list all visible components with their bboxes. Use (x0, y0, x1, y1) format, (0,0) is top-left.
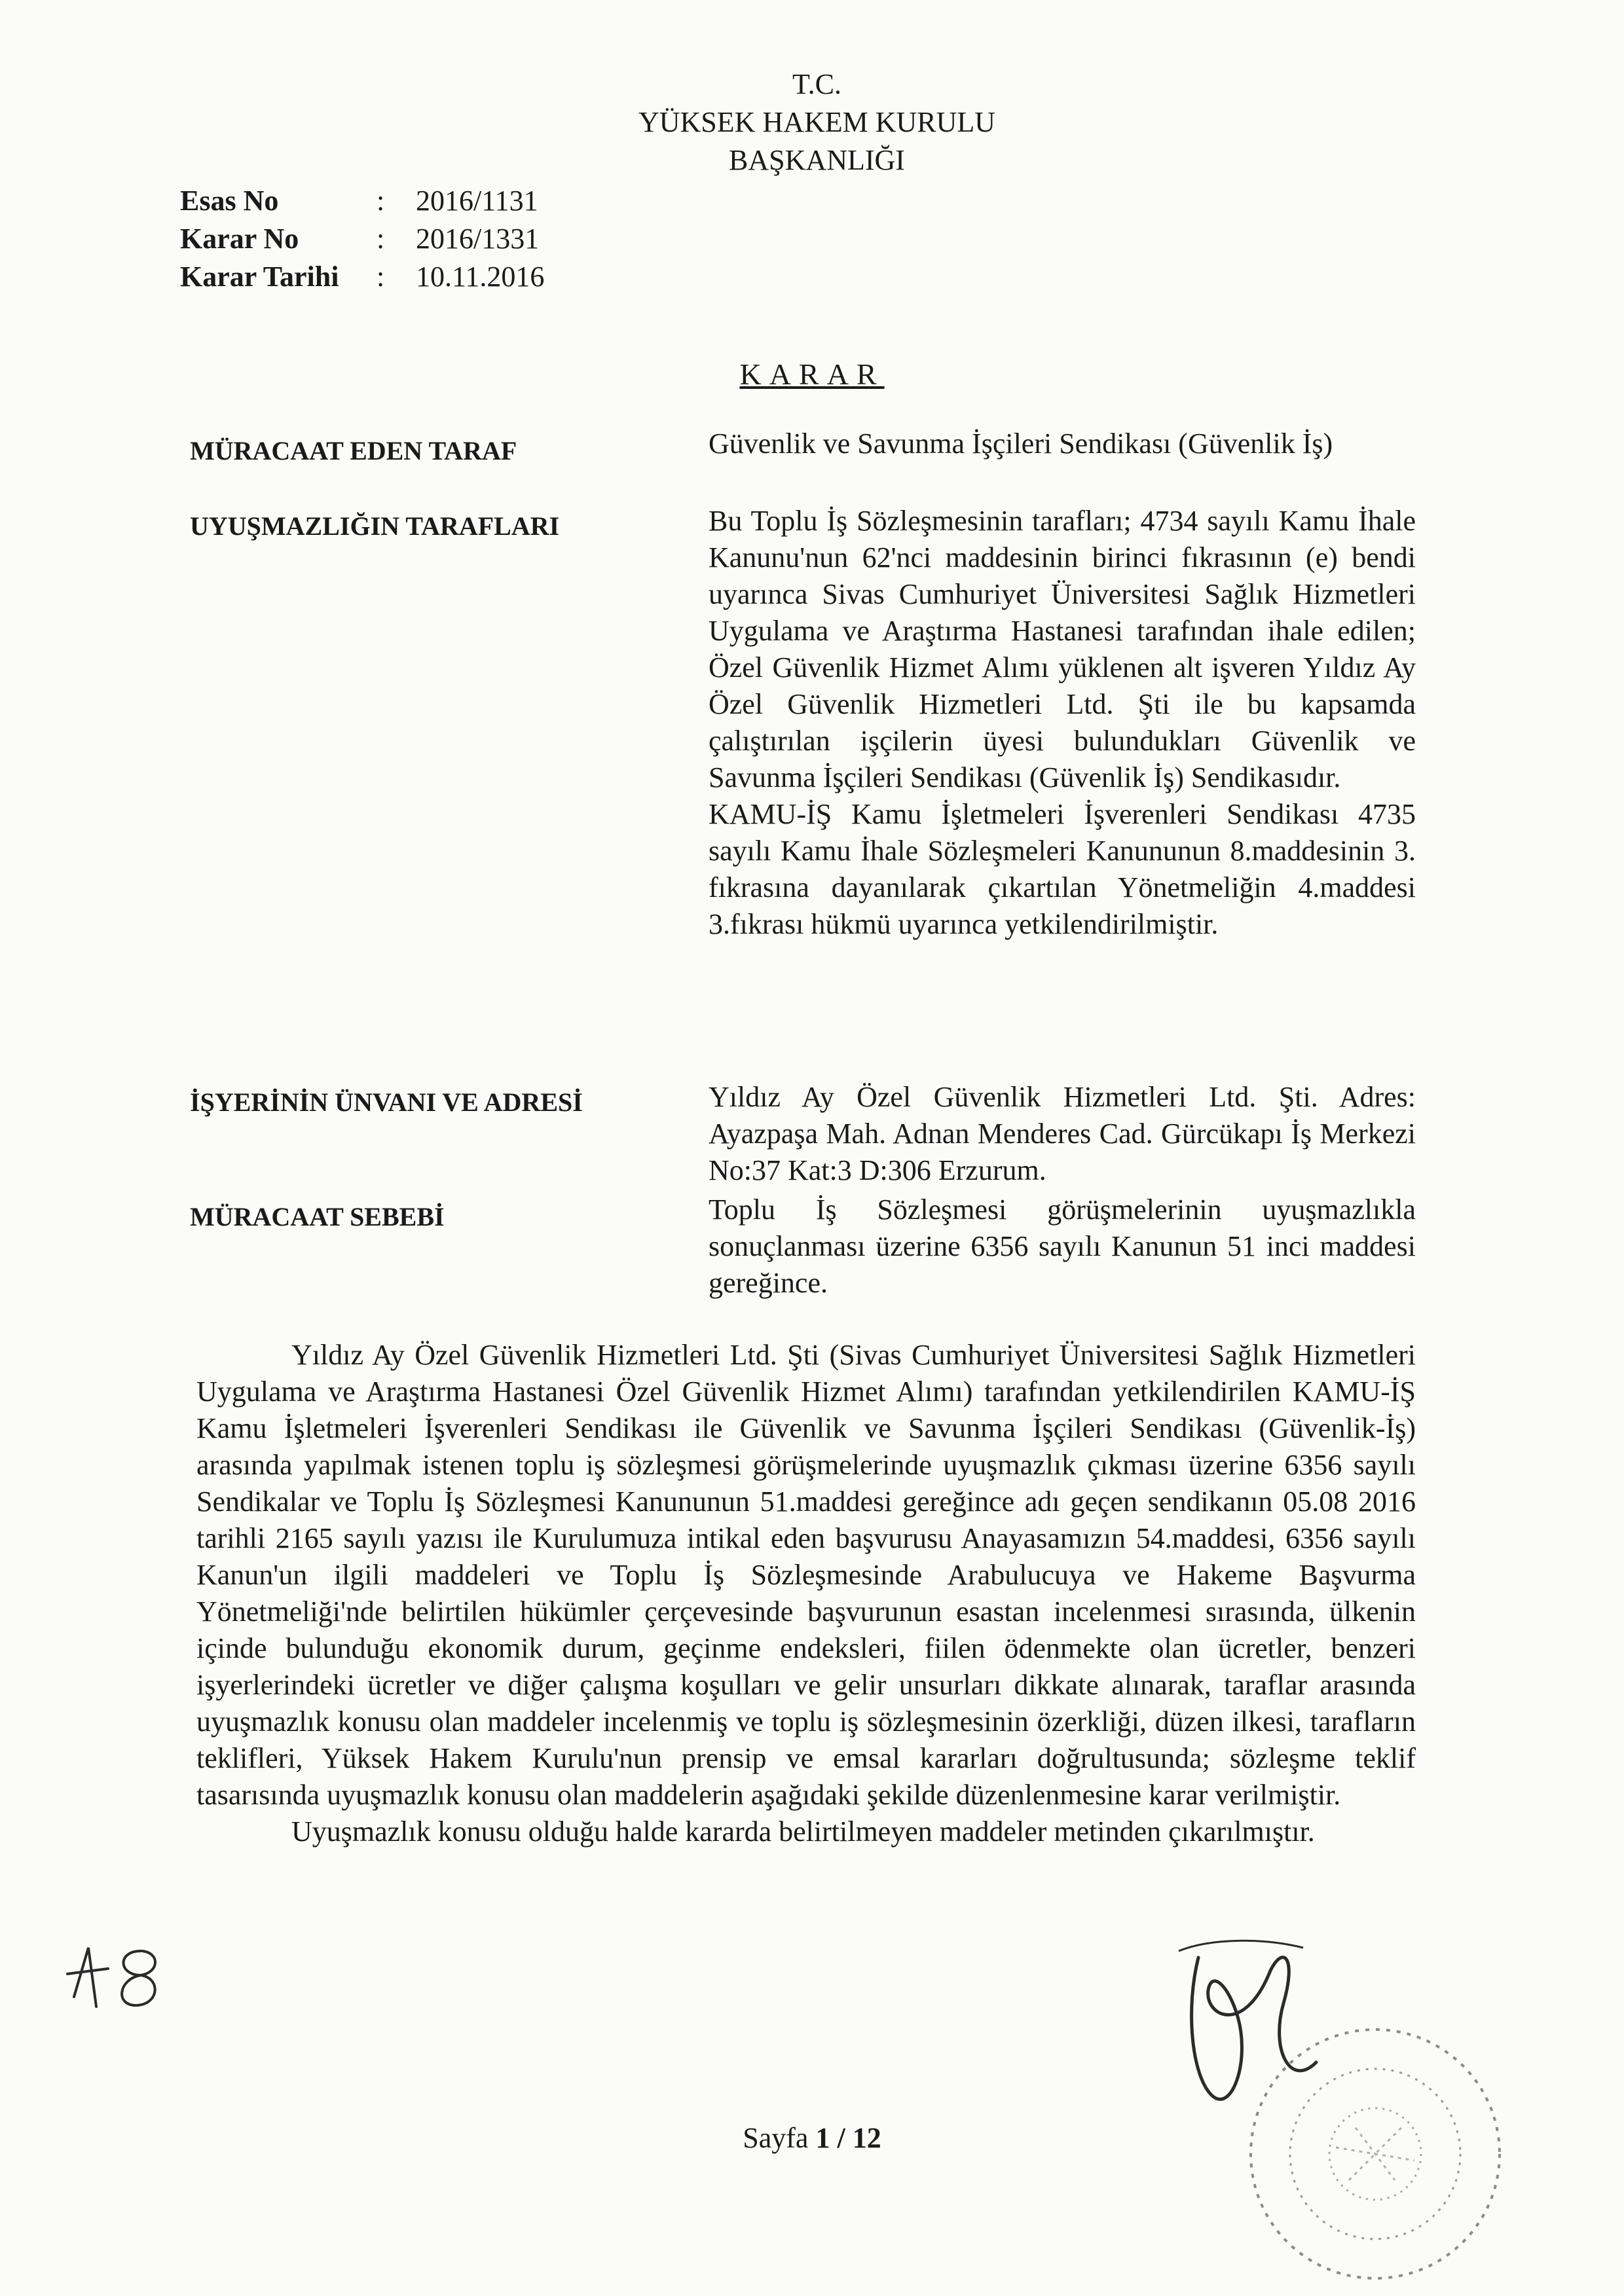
body-paragraph-2: Uyuşmazlık konusu olduğu halde kararda belirtilmeyen maddeler metinden çıkarılmıştır. (291, 1815, 1315, 1848)
document-header (0, 65, 1624, 179)
meta-row-esas (180, 182, 544, 220)
meta-value: 2016/1131 (416, 185, 538, 217)
header-line-tc: T.C. (792, 68, 841, 100)
page-number: 1 / 12 (815, 2122, 881, 2154)
document-title: KARAR (739, 357, 885, 391)
meta-row-karar (180, 220, 544, 258)
body-paragraph-1: Yıldız Ay Özel Güvenlik Hizmetleri Ltd. Şti (Sivas Cumhuriyet Üniversitesi Sağlık Hizmetleri Uygulama ve Araştırma Hastanesi Özel Güvenlik Hizmet Alımı) tarafından yetkilendirilen KAMU-İŞ Kamu İşletmeleri İşverenleri Sendikası ile Güvenlik ve Savunma İşçileri Sendikası (Güvenlik-İş) arasında yapılmak istenen toplu iş sözleşmesi görüşmelerinde uyuşmazlık çıkması üzerine 6356 sayılı Sendikalar ve Toplu İş Sözleşmesi Kanununun 51.maddesi gereğince adı geçen sendikanın 05.08 2016 tarihli 2165 sayılı yazısı ile Kurulumuza intikal eden başvurusu Anayasamızın 54.maddesi, 6356 sayılı Kanun'un ilgili maddeleri ve Toplu İş Sözleşmesinde Arabulucuya ve Hakeme Başvurma Yönetmeliği'nde belirtilen hükümler çerçevesinde başvurunun esastan incelenmesi sırasında, ülkenin içinde bulunduğu ekonomik durum, geçinme endeksleri, fiilen ödenmekte olan ücretler, benzeri işyerlerindeki ücretler ve diğer çalışma koşulları ve gelir unsurları dikkate alınarak, taraflar arasında uyuşmazlık konusu olan maddeler incelenmiş ve toplu iş sözleşmesinin özerkliği, düzen ilkesi, tarafların teklifleri, Yüksek Hakem Kurulu'nun prensip ve emsal kararları doğrultusunda; sözleşme teklif tasarısında uyuşmazlık konusu olan maddelerin aşağıdaki şekilde düzenlenmesine karar verilmiştir. (196, 1339, 1416, 1811)
value-reason: Toplu İş Sözleşmesi görüşmelerinin uyuşmazlıkla sonuçlanması üzerine 6356 sayılı Kanunun 51 inci maddesi gereğince. (709, 1194, 1416, 1299)
meta-colon: : (377, 185, 385, 217)
meta-label: Karar Tarihi (180, 261, 339, 293)
label-applicant: MÜRACAAT EDEN TARAF (190, 436, 517, 465)
label-workplace: İŞYERİNİN ÜNVANI VE ADRESİ (190, 1087, 583, 1117)
page-label: Sayfa (743, 2122, 816, 2154)
header-line-institution: YÜKSEK HAKEM KURULU (638, 106, 996, 138)
value-parties-p2: KAMU-İŞ Kamu İşletmeleri İşverenleri Sendikası 4735 sayılı Kamu İhale Sözleşmeleri Kanununun 8.maddesinin 3. fıkrasına dayanılarak çıkartılan Yönetmeliğin 4.maddesi 3.fıkrası hükmü uyarınca yetkilendirilmiştir. (709, 798, 1416, 940)
handwritten-page-note (62, 1935, 180, 2023)
header-line-presidency: BAŞKANLIĞI (729, 144, 905, 176)
label-parties: UYUŞMAZLIĞIN TARAFLARI (190, 511, 560, 541)
decision-body (196, 1337, 1416, 1850)
meta-label: Karar No (180, 223, 299, 255)
value-applicant: Güvenlik ve Savunma İşçileri Sendikası (Güvenlik İş) (709, 428, 1333, 460)
value-parties (709, 503, 1416, 943)
meta-label: Esas No (180, 185, 279, 217)
meta-colon: : (377, 223, 385, 255)
page-footer (0, 2121, 1624, 2155)
label-reason: MÜRACAAT SEBEBİ (190, 1202, 445, 1231)
value-workplace: Yıldız Ay Özel Güvenlik Hizmetleri Ltd. Şti. Adres: Ayazpaşa Mah. Adnan Menderes Cad. Gürcükapı İş Merkezi No:37 Kat:3 D:306 Erzurum. (709, 1081, 1416, 1186)
meta-value: 10.11.2016 (416, 261, 545, 293)
value-parties-p1: Bu Toplu İş Sözleşmesinin tarafları; 4734 sayılı Kamu İhale Kanunu'nun 62'nci maddesinin birinci fıkrasının (e) bendi uyarınca Sivas Cumhuriyet Üniversitesi Sağlık Hizmetleri Uygulama ve Araştırma Hastanesi tarafından ihale edilen; Özel Güvenlik Hizmet Alımı yüklenen alt işveren Yıldız Ay Özel Güvenlik Hizmetleri Ltd. Şti ile bu kapsamda çalıştırılan işçilerin üyesi bulundukları Güvenlik ve Savunma İşçileri Sendikası (Güvenlik İş) Sendikasıdır. (709, 505, 1416, 793)
meta-colon: : (377, 261, 385, 293)
handwritten-note-icon (62, 1935, 180, 2020)
official-seal (1238, 2016, 1513, 2295)
case-meta (180, 182, 544, 296)
meta-value: 2016/1331 (416, 223, 540, 255)
meta-row-tarih (180, 258, 544, 296)
